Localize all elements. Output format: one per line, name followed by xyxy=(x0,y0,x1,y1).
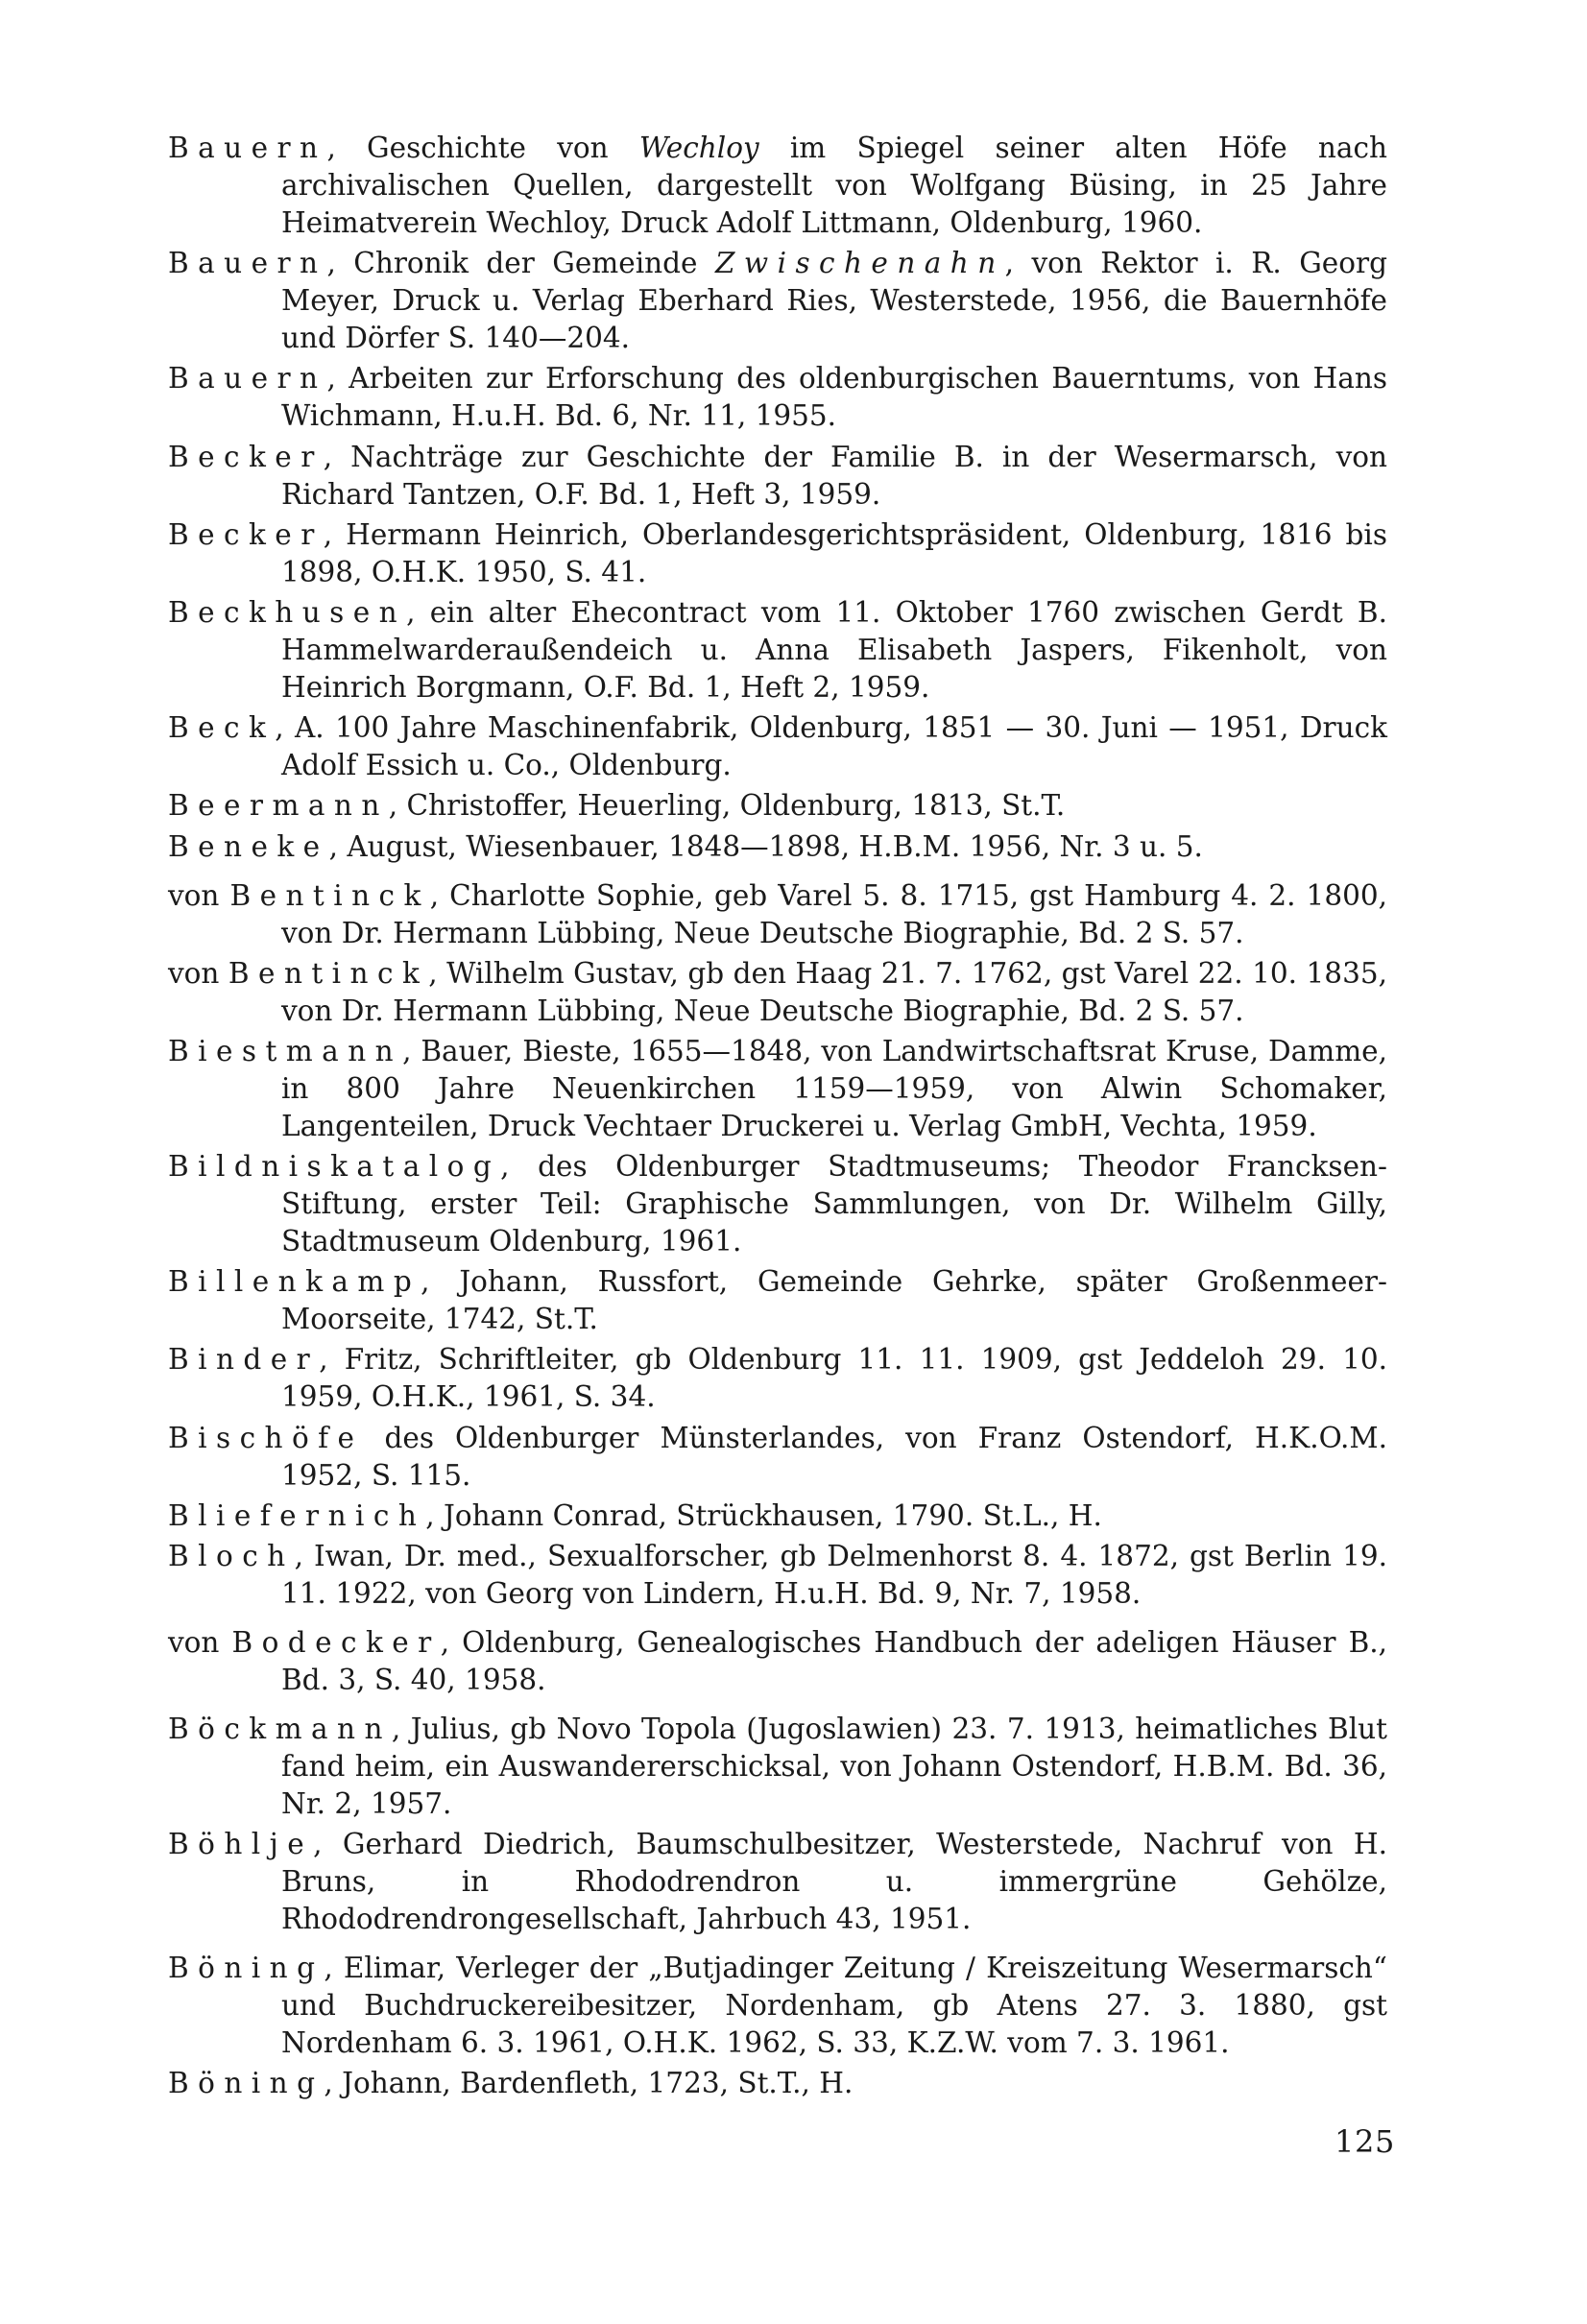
entry-italic-place: Zwischenahn xyxy=(714,247,1005,280)
bibliography-entry xyxy=(168,360,1387,435)
bibliography-entry xyxy=(168,787,1387,825)
entry-text: , des Oldenburger Stadtmuseums; Theodor Francksen-Stiftung, erster Teil: Graphische Sammlungen, von Dr. Wilhelm Gilly, Stadtmuseum Oldenburg, 1961. xyxy=(281,1150,1387,1258)
bibliography-entry xyxy=(168,955,1387,1030)
entry-text: , Wilhelm Gustav, gb den Haag 21. 7. 1762, gst Varel 22. 10. 1835, von Dr. Hermann Lübbing, Neue Deutsche Biographie, Bd. 2 S. 57. xyxy=(281,956,1387,1027)
bibliography-entry xyxy=(168,1624,1387,1699)
entry-keyword: Bodecker xyxy=(231,1626,441,1659)
entry-keyword: Bauern xyxy=(168,247,327,280)
entry-keyword: Bliefernich xyxy=(168,1498,426,1532)
entry-keyword: Beneke xyxy=(168,829,329,863)
entry-keyword: Böckmann xyxy=(168,1713,392,1745)
bibliography-entry xyxy=(168,1263,1387,1338)
entry-text: im Spiegel seiner alten Höfe nach archivalischen Quellen, dargestellt von Wolfgang Büsing, in 25 Jahre Heimatverein Wechloy, Druck Adolf Littmann, Oldenburg, 1960. xyxy=(281,132,1387,239)
entry-text: , Geschichte von xyxy=(326,132,639,164)
bibliography-entry xyxy=(168,2065,1387,2102)
entry-keyword: Bentinck xyxy=(228,956,429,990)
bibliography-entry xyxy=(168,1033,1387,1145)
entry-prefix: von xyxy=(168,956,228,990)
entry-keyword: Bentinck xyxy=(229,878,430,912)
entry-keyword: Billenkamp xyxy=(168,1265,421,1299)
entry-text: , Arbeiten zur Erforschung des oldenburgischen Bauerntums, von Hans Wichmann, H.u.H. Bd. 6, Nr. 11, 1955. xyxy=(281,362,1387,433)
entry-keyword: Böning xyxy=(168,1952,325,1985)
entry-keyword: Bauern xyxy=(168,132,327,164)
bibliography-entries xyxy=(168,130,1387,2106)
bibliography-entry xyxy=(168,594,1387,707)
entry-prefix: von xyxy=(168,1626,232,1659)
bibliography-entry xyxy=(168,516,1387,591)
bibliography-entry xyxy=(168,1950,1387,2062)
bibliography-entry xyxy=(168,1711,1387,1823)
entry-text: , Christoffer, Heuerling, Oldenburg, 1813, St.T. xyxy=(388,789,1066,823)
entry-keyword: Becker xyxy=(168,517,324,551)
entry-text: , August, Wiesenbauer, 1848—1898, H.B.M. 1956, Nr. 3 u. 5. xyxy=(328,829,1203,863)
entry-text: , Nachträge zur Geschichte der Familie B. in der Wesermarsch, von Richard Tantzen, O.F. Bd. 1, Heft 3, 1959. xyxy=(281,440,1387,511)
bibliography-entry xyxy=(168,130,1387,242)
entry-text: , Bauer, Bieste, 1655—1848, von Landwirtschaftsrat Kruse, Damme, in 800 Jahre Neuenkirchen 1159—1959, von Alwin Schomaker, Langenteilen, Druck Vechtaer Druckerei u. Verlag GmbH, Vechta, 1959. xyxy=(281,1034,1387,1142)
page-number: 125 xyxy=(1335,2123,1395,2160)
entry-keyword: Bloch xyxy=(168,1540,295,1572)
entry-italic-place: Wechloy xyxy=(638,132,759,164)
entry-keyword: Böhlje xyxy=(168,1828,314,1861)
entry-text: des Oldenburger Münsterlandes, von Franz Ostendorf, H.K.O.M. 1952, S. 115. xyxy=(281,1421,1387,1492)
bibliography-entry xyxy=(168,1148,1387,1260)
entry-text: , Oldenburg, Genealogisches Handbuch der adeligen Häuser B., Bd. 3, S. 40, 1958. xyxy=(281,1626,1387,1696)
entry-text: , Chronik der Gemeinde xyxy=(326,247,715,280)
entry-text: , Johann Conrad, Strückhausen, 1790. St.L., H. xyxy=(425,1498,1102,1532)
entry-text: , Johann, Russfort, Gemeinde Gehrke, später Großenmeer-Moorseite, 1742, St.T. xyxy=(281,1265,1387,1336)
entry-text: , Charlotte Sophie, geb Varel 5. 8. 1715, gst Hamburg 4. 2. 1800, von Dr. Hermann Lübbing, Neue Deutsche Biographie, Bd. 2 S. 57. xyxy=(281,878,1388,949)
bibliography-entry xyxy=(168,828,1387,866)
entry-keyword: Beermann xyxy=(168,789,389,823)
entry-text: , von Rektor i. R. Georg Meyer, Druck u. Verlag Eberhard Ries, Westerstede, 1956, die Bauernhöfe und Dörfer S. 140—204. xyxy=(281,247,1387,355)
entry-prefix: von xyxy=(168,878,230,912)
entry-keyword: Bauern xyxy=(168,362,327,395)
entry-keyword: Becker xyxy=(168,440,324,473)
entry-keyword: Biestmann xyxy=(168,1034,403,1067)
bibliography-entry xyxy=(168,709,1387,784)
entry-text: , Elimar, Verleger der „Butjadinger Zeitung / Kreiszeitung Wesermarsch“ und Buchdruckereibesitzer, Nordenham, gb Atens 27. 3. 1880, gst Nordenham 6. 3. 1961, O.H.K. 1962, S. 33, K.Z.W. vom 7. 3. 1961. xyxy=(281,1952,1387,2060)
entry-text: , Iwan, Dr. med., Sexualforscher, gb Delmenhorst 8. 4. 1872, gst Berlin 19. 11. 1922, von Georg von Lindern, H.u.H. Bd. 9, Nr. 7, 1958. xyxy=(281,1540,1387,1610)
entry-text: , ein alter Ehecontract vom 11. Oktober 1760 zwischen Gerdt B. Hammelwarderaußendeich u. Anna Elisabeth Jaspers, Fikenholt, von Heinrich Borgmann, O.F. Bd. 1, Heft 2, 1959. xyxy=(281,595,1387,704)
bibliography-entry xyxy=(168,245,1387,357)
bibliography-entry xyxy=(168,1341,1387,1416)
entry-text: , Julius, gb Novo Topola (Jugoslawien) 23. 7. 1913, heimatliches Blut fand heim, ein Auswandererschicksal, von Johann Ostendorf, H.B.M. Bd. 36, Nr. 2, 1957. xyxy=(281,1713,1387,1820)
entry-text: , Fritz, Schriftleiter, gb Oldenburg 11. 11. 1909, gst Jeddeloh 29. 10. 1959, O.H.K., 1961, S. 34. xyxy=(281,1343,1387,1414)
entry-text: , Gerhard Diedrich, Baumschulbesitzer, Westerstede, Nachruf von H. Bruns, in Rhododrendron u. immergrüne Gehölze, Rhododrendrongesellschaft, Jahrbuch 43, 1951. xyxy=(281,1828,1387,1936)
bibliography-entry xyxy=(168,1497,1387,1535)
entry-text: , Hermann Heinrich, Oberlandesgerichtspräsident, Oldenburg, 1816 bis 1898, O.H.K. 1950, S. 41. xyxy=(281,517,1387,588)
bibliography-entry xyxy=(168,877,1387,952)
entry-keyword: Binder xyxy=(168,1343,320,1377)
bibliography-entry xyxy=(168,439,1387,514)
entry-keyword: Bildniskatalog xyxy=(168,1150,501,1184)
bibliography-entry xyxy=(168,1826,1387,1938)
entry-text: , Johann, Bardenfleth, 1723, St.T., H. xyxy=(324,2067,854,2100)
entry-text: , A. 100 Jahre Maschinenfabrik, Oldenburg, 1851 — 30. Juni — 1951, Druck Adolf Essich u. Co., Oldenburg. xyxy=(275,711,1387,782)
entry-keyword: Beckhusen xyxy=(168,595,407,629)
entry-keyword: Böning xyxy=(168,2067,325,2100)
bibliography-entry xyxy=(168,1420,1387,1495)
bibliography-entry xyxy=(168,1538,1387,1613)
entry-keyword: Bischöfe xyxy=(168,1421,364,1454)
entry-keyword: Beck xyxy=(168,711,276,745)
